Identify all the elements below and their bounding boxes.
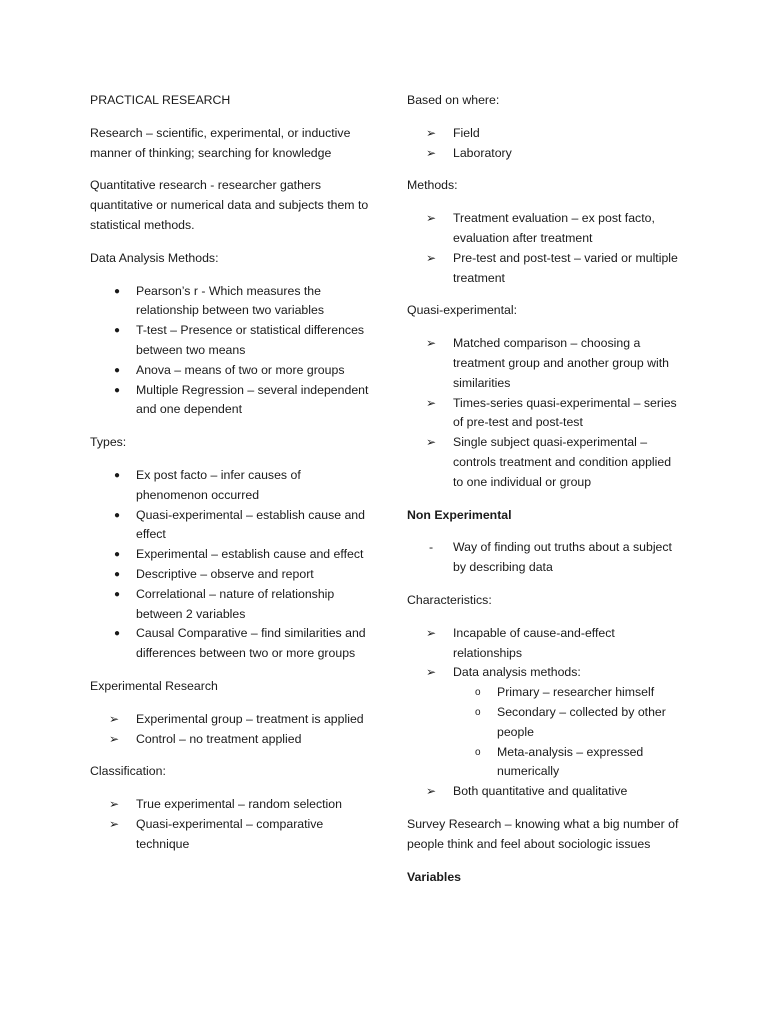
list-item: ➢ Field [407, 124, 681, 144]
arrow-bullet-icon: ➢ [426, 336, 437, 351]
based-on-where-heading: Based on where: [407, 93, 500, 107]
bullet-icon: ● [114, 509, 121, 521]
left-column [90, 91, 372, 868]
list-item: ➢ Incapable of cause-and-effect relationships [426, 625, 615, 660]
list-item: ● Pearson’s r - Which measures the relationship between two variables [114, 283, 324, 318]
bullet-icon: ● [114, 364, 121, 376]
types-list [90, 466, 372, 664]
arrow-bullet-icon: ➢ [109, 711, 120, 726]
list-item: ➢ Treatment evaluation – ex post facto, evaluation after treatment [426, 211, 655, 245]
arrow-bullet-icon: ➢ [109, 797, 120, 812]
research-definition: Research – scientific, experimental, or inductive manner of thinking; searching for knowledge [90, 125, 351, 160]
quasi-list [407, 334, 681, 492]
dash-bullet-icon: - [429, 540, 434, 555]
list-item: ➢ True experimental – random selection [90, 795, 372, 815]
arrow-bullet-icon: ➢ [426, 125, 437, 140]
list-item: ● Ex post facto – infer causes of phenomenon occurred [114, 467, 301, 502]
non-experimental-heading: Non Experimental [407, 507, 512, 522]
arrow-bullet-icon: ➢ [426, 784, 437, 799]
circle-bullet-icon: o [475, 706, 481, 718]
sublist-item: o Secondary – collected by other people [475, 704, 666, 739]
list-item: ➢ Laboratory [407, 144, 681, 164]
methods-heading: Methods: [407, 178, 458, 193]
arrow-bullet-icon: ➢ [426, 145, 437, 160]
arrow-bullet-icon: ➢ [426, 435, 437, 450]
bullet-icon: ● [114, 384, 121, 396]
variables-heading: Variables [407, 869, 462, 884]
bullet-icon: ● [114, 549, 121, 561]
list-item: - Way of finding out truths about a subject by describing data [429, 540, 672, 575]
arrow-bullet-icon: ➢ [426, 665, 437, 680]
survey-research-definition: Survey Research – knowing what a big number of people think and feel about sociologic issues [407, 816, 679, 851]
bullet-icon: ● [114, 588, 121, 600]
arrow-bullet-icon: ➢ [426, 625, 437, 640]
classification-heading: Classification: [90, 764, 166, 779]
list-item: ● Quasi-experimental – establish cause and effect [114, 507, 365, 542]
data-analysis-sublist [453, 683, 681, 782]
characteristics-list [407, 624, 681, 802]
classification-list [90, 795, 372, 854]
list-item: ● T-test – Presence or statistical differences between two means [114, 323, 365, 357]
experimental-list [90, 710, 372, 750]
types-heading: Types: [90, 435, 127, 450]
list-item: ➢ Matched comparison – choosing a treatment group and another group with similarities [426, 336, 670, 390]
data-analysis-heading: Data Analysis Methods: [90, 250, 219, 265]
list-item: ➢ Single subject quasi-experimental – controls treatment and condition applied to one individual or group [426, 435, 672, 489]
arrow-bullet-icon: ➢ [426, 250, 437, 265]
list-item: ● Anova – means of two or more groups [90, 361, 372, 381]
based-list [407, 124, 681, 164]
characteristics-heading: Characteristics: [407, 592, 492, 607]
list-item: ➢ Both quantitative and qualitative [407, 782, 681, 802]
list-item: ➢ Experimental group – treatment is applied [90, 710, 372, 730]
experimental-research-heading: Experimental Research [90, 678, 218, 693]
sublist-item: o Primary – researcher himself [453, 683, 681, 703]
methods-list [407, 209, 681, 288]
list-item: ● Descriptive – observe and report [90, 565, 372, 585]
list-item: ● Correlational – nature of relationship between 2 variables [114, 586, 335, 621]
bullet-icon: ● [114, 325, 121, 337]
list-item: ➢ Quasi-experimental – comparative technique [109, 816, 324, 851]
data-analysis-list [90, 282, 372, 421]
right-column [407, 91, 681, 900]
list-item: ➢ Control – no treatment applied [90, 730, 372, 750]
list-item: ➢ Pre-test and post-test – varied or multiple treatment [426, 250, 678, 285]
list-item: ➢ Times-series quasi-experimental – series of pre-test and post-test [426, 395, 677, 430]
bullet-icon: ● [114, 469, 121, 481]
sublist-item: o Meta-analysis – expressed numerically [475, 744, 644, 779]
document-title: PRACTICAL RESEARCH [90, 93, 231, 107]
bullet-icon: ● [114, 628, 121, 640]
list-item: ➢ Data analysis methods: o Primary – researcher himself o Secondary – collected by other people o Meta-analysis – expressed numerically [407, 663, 681, 782]
arrow-bullet-icon: ➢ [426, 211, 437, 226]
list-item: ● Multiple Regression – several independent and one dependent [114, 382, 369, 417]
arrow-bullet-icon: ➢ [109, 816, 120, 831]
list-item: ● Causal Comparative – find similarities and differences between two or more groups [114, 626, 366, 661]
circle-bullet-icon: o [475, 687, 481, 699]
bullet-icon: ● [114, 568, 121, 580]
arrow-bullet-icon: ➢ [426, 395, 437, 410]
quasi-experimental-heading: Quasi-experimental: [407, 303, 518, 318]
circle-bullet-icon: o [475, 746, 481, 758]
quantitative-definition: Quantitative research - researcher gathers quantitative or numerical data and subjects them to statistical methods. [90, 178, 369, 232]
bullet-icon: ● [114, 285, 121, 297]
list-item: ● Experimental – establish cause and effect [90, 545, 372, 565]
non-experimental-list [407, 538, 681, 578]
arrow-bullet-icon: ➢ [109, 731, 120, 746]
